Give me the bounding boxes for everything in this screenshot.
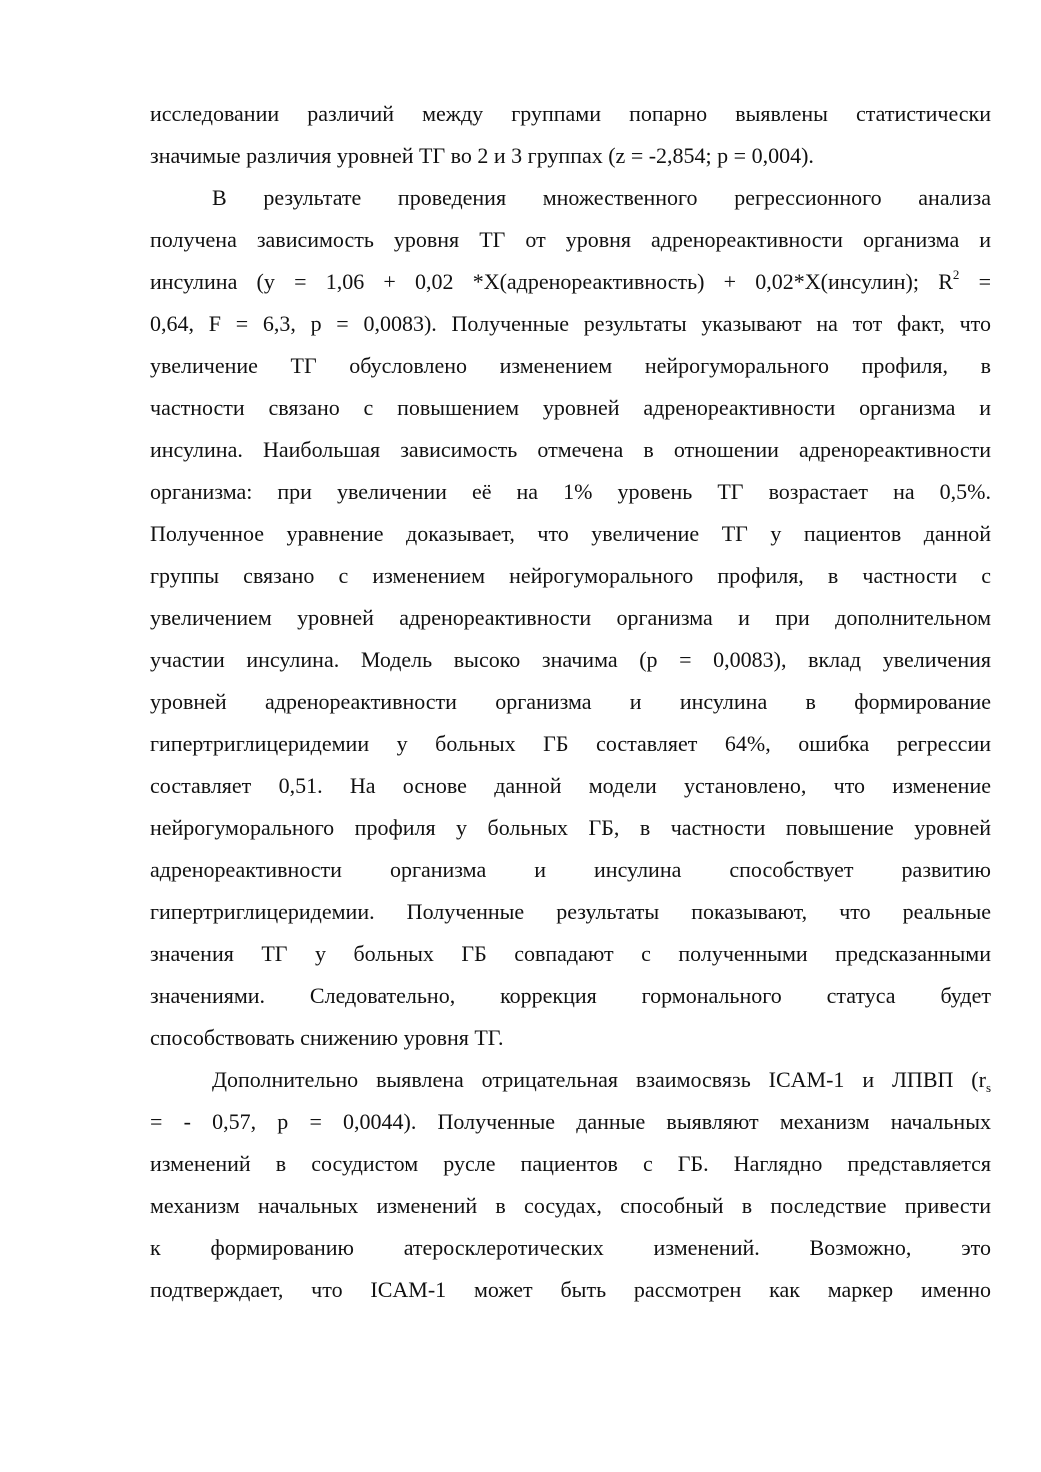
text-line bbox=[150, 177, 991, 219]
text-line bbox=[150, 933, 991, 975]
line-text: адренореактивности организма и инсулина способствует развитию bbox=[150, 857, 991, 882]
text-line bbox=[150, 1227, 991, 1269]
line-text: значениями. Следовательно, коррекция гормонального статуса будет bbox=[150, 983, 991, 1008]
line-text: участии инсулина. Модель высоко значима (p = 0,0083), вклад увеличения bbox=[150, 647, 991, 672]
text-line bbox=[150, 555, 991, 597]
text-line bbox=[150, 1101, 991, 1143]
line-text: = bbox=[959, 269, 991, 294]
text-line bbox=[150, 93, 991, 135]
text-line bbox=[150, 639, 991, 681]
text-line bbox=[150, 849, 991, 891]
text-line bbox=[150, 807, 991, 849]
text-line bbox=[150, 765, 991, 807]
line-text: к формированию атеросклеротических изменений. Возможно, это bbox=[150, 1235, 991, 1260]
line-text: гипертриглицеридемии. Полученные результаты показывают, что реальные bbox=[150, 899, 991, 924]
text-line bbox=[150, 891, 991, 933]
text-line bbox=[150, 219, 991, 261]
superscript: 2 bbox=[952, 267, 960, 282]
text-line bbox=[150, 681, 991, 723]
line-text: получена зависимость уровня ТГ от уровня адренореактивности организма и bbox=[150, 227, 991, 252]
line-text: 0,64, F = 6,3, p = 0,0083). Полученные результаты указывают на тот факт, что bbox=[150, 311, 991, 336]
line-text: способствовать снижению уровня ТГ. bbox=[150, 1025, 504, 1050]
line-text: = - 0,57, p = 0,0044). Полученные данные выявляют механизм начальных bbox=[150, 1109, 991, 1134]
text-line bbox=[150, 387, 991, 429]
text-line bbox=[150, 303, 991, 345]
paragraph-3 bbox=[150, 1059, 991, 1311]
line-text: механизм начальных изменений в сосудах, способный в последствие привести bbox=[150, 1193, 991, 1218]
line-text: группы связано с изменением нейрогуморального профиля, в частности с bbox=[150, 563, 991, 588]
line-text: В результате проведения множественного регрессионного анализа bbox=[212, 185, 991, 210]
subscript: s bbox=[985, 1080, 991, 1095]
text-line bbox=[150, 471, 991, 513]
paragraph-2 bbox=[150, 177, 991, 1059]
line-text: увеличение ТГ обусловлено изменением нейрогуморального профиля, в bbox=[150, 353, 991, 378]
line-text: нейрогуморального профиля у больных ГБ, в частности повышение уровней bbox=[150, 815, 991, 840]
text-line bbox=[150, 1059, 991, 1101]
text-line bbox=[150, 345, 991, 387]
line-text: Полученное уравнение доказывает, что увеличение ТГ у пациентов данной bbox=[150, 521, 991, 546]
paragraph-1 bbox=[150, 93, 991, 177]
line-text: инсулина (y = 1,06 + 0,02 *X(адренореактивность) + 0,02*X(инсулин); R bbox=[150, 269, 953, 294]
text-line bbox=[150, 135, 991, 177]
text-line bbox=[150, 261, 991, 303]
text-line bbox=[150, 513, 991, 555]
line-text: организма: при увеличении её на 1% уровень ТГ возрастает на 0,5%. bbox=[150, 479, 991, 504]
line-text: исследовании различий между группами попарно выявлены статистически bbox=[150, 101, 991, 126]
line-text: частности связано с повышением уровней адренореактивности организма и bbox=[150, 395, 991, 420]
document-page bbox=[150, 93, 991, 1311]
line-text: подтверждает, что ICAM-1 может быть рассмотрен как маркер именно bbox=[150, 1277, 991, 1302]
text-line bbox=[150, 1143, 991, 1185]
line-text: Дополнительно выявлена отрицательная взаимосвязь ICAM-1 и ЛПВП (r bbox=[212, 1067, 986, 1092]
line-text: уровней адренореактивности организма и инсулина в формирование bbox=[150, 689, 991, 714]
text-line bbox=[150, 975, 991, 1017]
line-text: гипертриглицеридемии у больных ГБ составляет 64%, ошибка регрессии bbox=[150, 731, 991, 756]
text-line bbox=[150, 1269, 991, 1311]
text-line bbox=[150, 597, 991, 639]
line-text: увеличением уровней адренореактивности организма и при дополнительном bbox=[150, 605, 991, 630]
text-line bbox=[150, 429, 991, 471]
text-line bbox=[150, 723, 991, 765]
line-text: значения ТГ у больных ГБ совпадают с полученными предсказанными bbox=[150, 941, 991, 966]
line-text: изменений в сосудистом русле пациентов с ГБ. Наглядно представляется bbox=[150, 1151, 991, 1176]
line-text: инсулина. Наибольшая зависимость отмечена в отношении адренореактивности bbox=[150, 437, 991, 462]
text-line bbox=[150, 1185, 991, 1227]
text-line bbox=[150, 1017, 991, 1059]
line-text: значимые различия уровней ТГ во 2 и 3 группах (z = -2,854; p = 0,004). bbox=[150, 143, 814, 168]
line-text: составляет 0,51. На основе данной модели установлено, что изменение bbox=[150, 773, 991, 798]
